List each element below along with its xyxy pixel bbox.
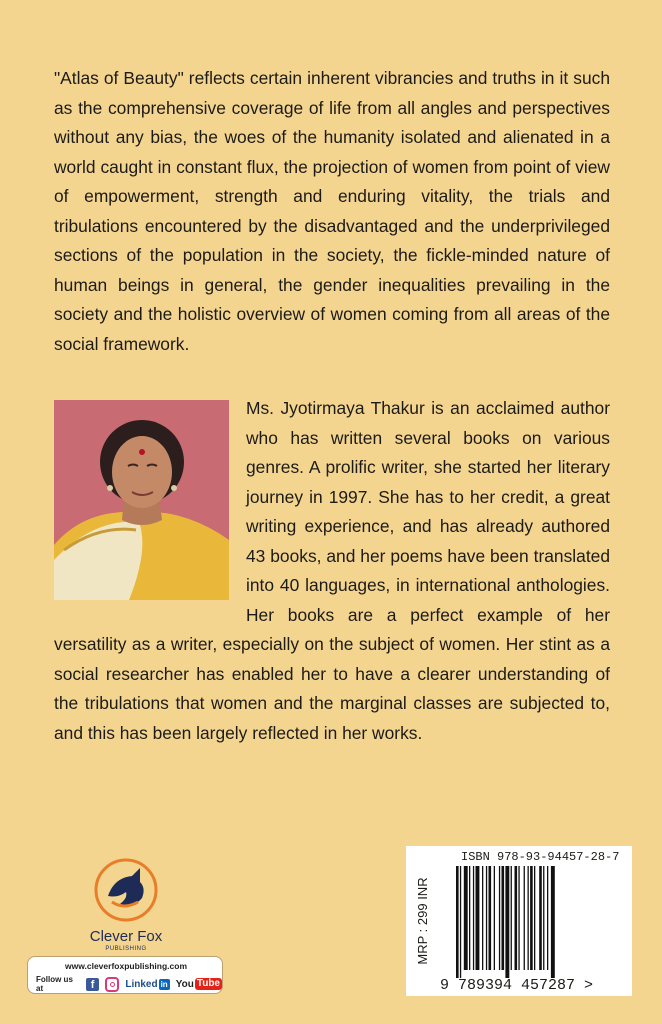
- barcode-bar: [460, 866, 461, 978]
- barcode-bar: [494, 866, 495, 970]
- youtube-tube-label: Tube: [196, 978, 220, 989]
- instagram-icon[interactable]: [105, 977, 120, 992]
- barcode-bar: [464, 866, 468, 970]
- barcode-bar: [476, 866, 480, 970]
- barcode-bar: [499, 866, 500, 970]
- follow-label: Follow us at: [36, 975, 73, 993]
- barcode-bar: [482, 866, 483, 970]
- barcode-bar: [511, 866, 512, 970]
- barcode-bar: [524, 866, 525, 970]
- barcode-bar: [456, 866, 459, 978]
- barcode-bar: [528, 866, 529, 970]
- youtube-you-label: You: [175, 978, 194, 990]
- linkedin-icon[interactable]: [125, 979, 169, 990]
- fox-logo-icon: [94, 858, 158, 922]
- barcode-bar: [469, 866, 470, 970]
- barcode-bar: [518, 866, 519, 970]
- linkedin-label: Linked: [125, 978, 158, 990]
- barcode-bar: [515, 866, 518, 970]
- book-blurb: "Atlas of Beauty" reflects certain inherent vibrancies and truths in it such as the comprehensive coverage of life from all angles and perspectives without any bias, the woes of the humanity isolated and alienated in a world caught in constant flux, the projection of women from point of view of empowerment, strength and enduring vitality, the trials and tribulations encountered by the disadvantaged and the underprivileged sections of the population in the society, the fickle-minded nature of human beings in general, the gender inequalities prevailing in the society and the holistic overview of women coming from all areas of the social framework.: [54, 68, 610, 354]
- barcode-panel: [406, 846, 632, 996]
- barcode-bar: [530, 866, 533, 970]
- barcode-bars: [454, 866, 626, 978]
- mrp-price: MRP : 299 INR: [415, 877, 430, 965]
- youtube-icon[interactable]: [176, 978, 222, 990]
- barcode-bar: [551, 866, 555, 978]
- barcode-bar: [547, 866, 548, 970]
- ean-digits: 9 789394 457287 >: [440, 977, 594, 994]
- publisher-logo: [82, 858, 170, 953]
- facebook-icon[interactable]: f: [86, 978, 98, 991]
- author-bio-text: Ms. Jyotirmaya Thakur is an acclaimed author who has written several books on various genres. A prolific writer, she started her literary journey in 1997. She has to her credit, a great writing experience, and has already authored 43 books, and her poems have been translated into 40 languages, in international anthologies. Her books are a perfect example of her versatility as a writer, especially on the subject of women. Her stint as a social researcher has enabled her to have a clearer understanding of the tribulations that women and the marginal classes are subjected to, and this has been largely reflected in her works.: [54, 398, 610, 743]
- barcode-bar: [473, 866, 474, 970]
- author-bio-section: [54, 394, 610, 748]
- barcode-bar: [543, 866, 544, 970]
- barcode-bar: [489, 866, 492, 970]
- barcode-bar: [534, 866, 535, 970]
- barcode-bar: [505, 866, 509, 978]
- barcode-bar: [486, 866, 487, 970]
- publisher-name: Clever Fox: [89, 928, 163, 945]
- barcode-bar: [502, 866, 505, 970]
- author-photo: [54, 400, 229, 600]
- publisher-website[interactable]: www.cleverfoxpublishing.com: [64, 961, 187, 971]
- isbn-number: ISBN 978-93-94457-28-7: [461, 850, 620, 864]
- barcode-bar: [539, 866, 542, 970]
- publisher-subtitle: PUBLISHING: [105, 946, 147, 952]
- linkedin-in-label: in: [160, 979, 168, 989]
- social-links-box: [27, 956, 223, 994]
